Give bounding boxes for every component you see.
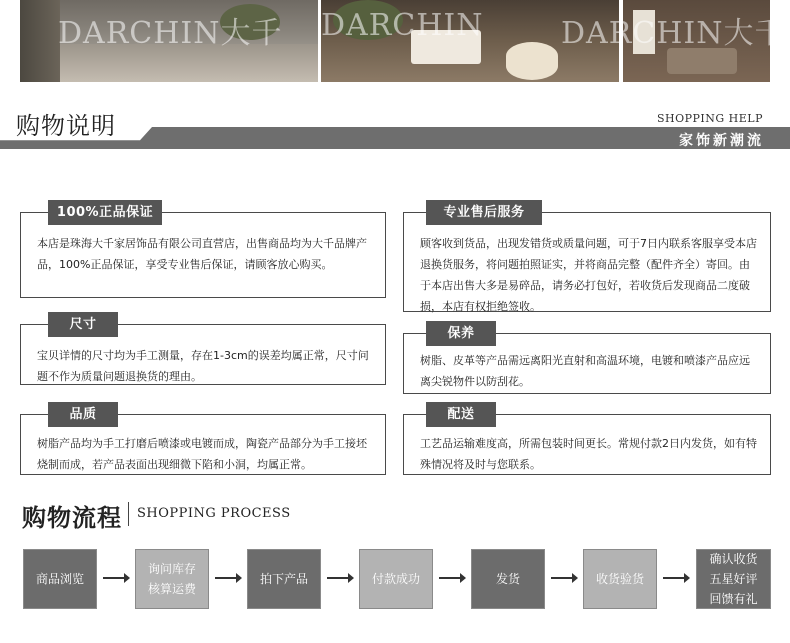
help-section-bar — [0, 127, 790, 149]
info-box-text: 顾客收到货品，出现发错货或质量问题，可于7日内联系客服享受本店退换货服务，将问题拍照证实，并将商品完整（配件齐全）寄回。由于本店出售大多是易碎品，请务必打包好，若收货后发现商品二度破损，本店有权拒绝签收。 — [420, 237, 757, 313]
info-box-text: 树脂、皮革等产品需远离阳光直射和高温环境，电镀和喷漆产品应远离尖锐物件以防刮花。 — [420, 354, 750, 388]
process-section-subtitle: SHOPPING PROCESS — [137, 506, 291, 521]
help-section-slogan: 家饰新潮流 — [679, 133, 764, 149]
arrow-right-icon — [327, 577, 349, 579]
info-box-quality — [20, 407, 386, 475]
info-box-label: 品质 — [48, 402, 118, 427]
info-box-maintenance — [403, 326, 771, 394]
info-box-delivery — [403, 407, 771, 475]
process-section-divider — [128, 502, 129, 526]
process-step-order: 拍下产品 — [247, 549, 321, 609]
process-step-inspect: 收货验货 — [583, 549, 657, 609]
hero-photo-living-room — [561, 0, 786, 82]
hero-photo-store-interior — [20, 0, 318, 82]
hero-watermark: DARCHIN — [321, 8, 484, 43]
arrow-right-icon — [103, 577, 125, 579]
process-step-inquire: 询问库存 核算运费 — [135, 549, 209, 609]
info-box-label: 100%正品保证 — [48, 200, 162, 225]
info-box-text: 工艺品运输难度高，所需包装时间更长。常规付款2日内发货，如有特殊情况将及时与您联系。 — [420, 437, 757, 471]
info-box-label: 专业售后服务 — [426, 200, 542, 225]
info-box-label: 保养 — [426, 321, 496, 346]
info-box-authentic — [20, 205, 386, 298]
hero-banner — [20, 0, 786, 84]
process-section-title: 购物流程 — [22, 504, 122, 532]
help-section-subtitle: SHOPPING HELP — [656, 112, 763, 125]
process-step-payment: 付款成功 — [359, 549, 433, 609]
hero-watermark: DARCHIN大千 — [561, 16, 786, 51]
arrow-right-icon — [663, 577, 685, 579]
hero-watermark: DARCHIN大千 — [58, 16, 283, 51]
info-box-size — [20, 317, 386, 385]
info-box-text: 宝贝详情的尺寸均为手工测量，存在1-3cm的误差均属正常，尺寸问题不作为质量问题退换货的理由。 — [37, 349, 369, 383]
info-box-after-sales — [403, 205, 771, 313]
arrow-right-icon — [551, 577, 573, 579]
info-box-label: 配送 — [426, 402, 496, 427]
info-box-text: 本店是珠海大千家居饰品有限公司直营店，出售商品均为大千品牌产品，100%正品保证，享受专业售后保证，请顾客放心购买。 — [37, 237, 367, 271]
arrow-right-icon — [215, 577, 237, 579]
help-section-title: 购物说明 — [16, 112, 116, 140]
info-box-text: 树脂产品均为手工打磨后喷漆或电镀而成，陶瓷产品部分为手工接坯烧制而成，若产品表面出现细微下陷和小洞，均属正常。 — [37, 437, 367, 471]
arrow-right-icon — [439, 577, 461, 579]
process-step-confirm: 确认收货 五星好评 回馈有礼 — [696, 549, 771, 609]
info-box-label: 尺寸 — [48, 312, 118, 337]
process-step-ship: 发货 — [471, 549, 545, 609]
process-step-browse: 商品浏览 — [23, 549, 97, 609]
